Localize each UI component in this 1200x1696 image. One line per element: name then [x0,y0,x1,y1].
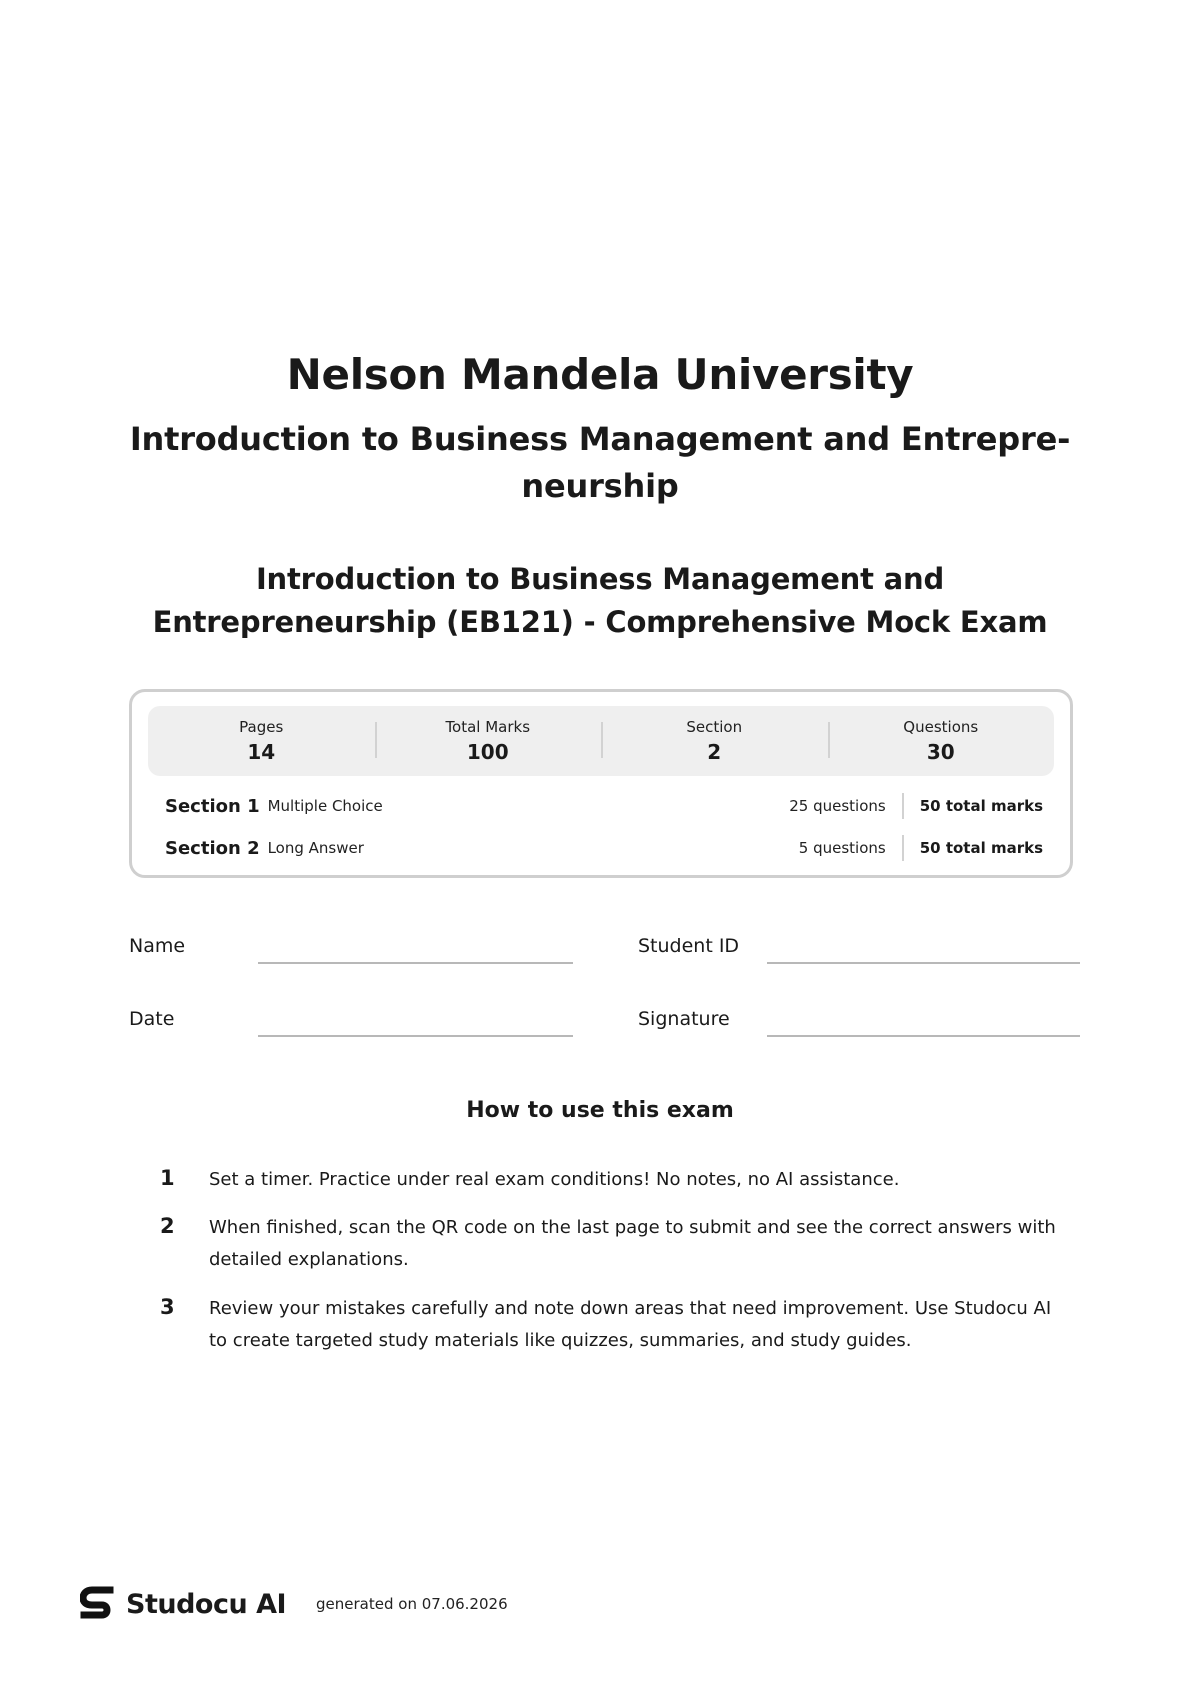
section-name: Section 2 [165,837,260,859]
name-field[interactable] [258,962,573,964]
section-type: Multiple Choice [267,797,383,815]
stat-value: 14 [247,740,276,764]
step-number: 3 [160,1295,175,1319]
stat-value: 100 [466,740,509,764]
footer [80,1584,508,1624]
stat-total-marks [375,716,602,766]
step-text: When finished, scan the QR code on the last page to submit and see the correct answers with detailed explanations. [209,1217,1056,1270]
date-field[interactable] [258,1035,573,1037]
stat-section [601,716,828,766]
section-name: Section 1 [165,795,260,817]
section-marks: 50 total marks [919,839,1043,857]
signature-field[interactable] [767,1035,1080,1037]
step-text: Set a timer. Practice under real exam conditions! No notes, no AI assistance. [209,1169,900,1190]
section-question-count: 5 questions [798,839,886,857]
stat-label: Questions [903,718,979,736]
studocu-s-logo-icon [80,1586,114,1622]
stat-label: Total Marks [445,718,531,736]
stat-value: 2 [707,740,722,764]
section-marks: 50 total marks [919,797,1043,815]
stat-questions [828,716,1055,766]
instructions-title: How to use this exam [466,1098,734,1123]
exam-stats-bar [148,706,1054,776]
section-type: Long Answer [267,839,364,857]
section-question-count: 25 questions [789,797,886,815]
exam-summary-box [129,689,1073,878]
step-number: 1 [160,1166,175,1190]
name-label: Name [129,935,186,957]
section-divider [902,835,904,861]
stat-value: 30 [926,740,955,764]
brand-name: Studocu AI [126,1588,287,1620]
exam-title: Introduction to Business Management and Entrepreneurship (EB121) - Comprehensive Mock Exam [152,562,1048,639]
student-id-label: Student ID [638,935,740,957]
date-label: Date [129,1008,175,1030]
section-row-2 [165,834,1043,862]
section-divider [902,793,904,819]
stat-pages [148,716,375,766]
stat-label: Pages [239,718,284,736]
signature-label: Signature [638,1008,730,1030]
student-id-field[interactable] [767,962,1080,964]
step-number: 2 [160,1214,175,1238]
stat-label: Section [686,718,743,736]
section-row-1 [165,792,1043,820]
generated-date: generated on 07.06.2026 [316,1595,508,1613]
course-title: Introduction to Business Management and Entrepre- neurship [129,420,1071,505]
university-title: Nelson Mandela University [286,350,914,399]
step-text: Review your mistakes carefully and note down areas that need improvement. Use Studocu AI to create targeted study materials like quizzes, summaries, and study guides. [209,1298,1052,1351]
